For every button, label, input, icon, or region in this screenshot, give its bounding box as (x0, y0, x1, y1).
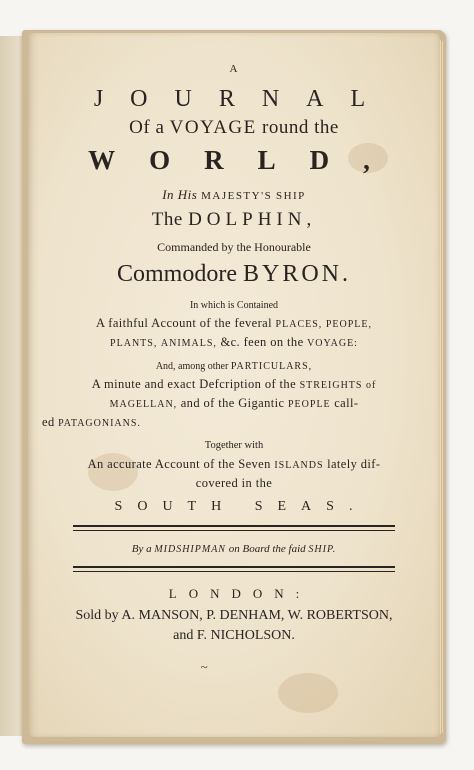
divider-rule (73, 566, 395, 572)
among-line: And, among other PARTICULARS, (155, 361, 313, 372)
plants-animals-line: PLANTS, ANIMALS, &c. feen on the VOYAGE: (110, 335, 358, 349)
together-line: Together with (204, 440, 264, 451)
dolphin-line: The DOLPHIN, (151, 209, 317, 230)
title-voyage-line: Of a VOYAGE round the (129, 117, 339, 138)
accurate-line: An accurate Account of the Seven ISLANDS lately dif- (87, 456, 381, 471)
divider-rule (73, 525, 395, 531)
description-line-2: MAGELLAN, and of the Gigantic PEOPLE call- (109, 396, 359, 410)
ship-line: In His MAJESTY'S SHIP (162, 187, 306, 202)
title-journal: JOURNAL (93, 86, 393, 112)
south-seas: SOUTH SEAS. (114, 499, 368, 514)
midshipman-line: By a MIDSHIPMAN on Board the faid SHIP. (131, 543, 337, 555)
imprint-sellers: Sold by A. MANSON, P. DENHAM, W. ROBERTSON, (75, 608, 393, 623)
description-line-1: A minute and exact Defcription of the STREIGHTS of (91, 377, 377, 391)
article-a: A (229, 63, 239, 75)
title-page-text (40, 58, 428, 673)
commodore-byron: Commodore BYRON. (116, 261, 351, 287)
ink-mark: ~ (200, 659, 208, 674)
imprint-nicholson: and F. NICHOLSON. (173, 628, 295, 643)
commanded-line: Commanded by the Honourable (157, 240, 311, 254)
contained-line: In which is Contained (189, 300, 279, 311)
imprint-london: LONDON: (168, 586, 312, 601)
covered-line: covered in the (195, 475, 273, 490)
description-line-3: ed PATAGONIANS. (42, 415, 141, 429)
title-world: WORLD, (88, 145, 404, 175)
faithful-account-line: A faithful Account of the feveral PLACES, PEOPLE, (96, 316, 372, 330)
